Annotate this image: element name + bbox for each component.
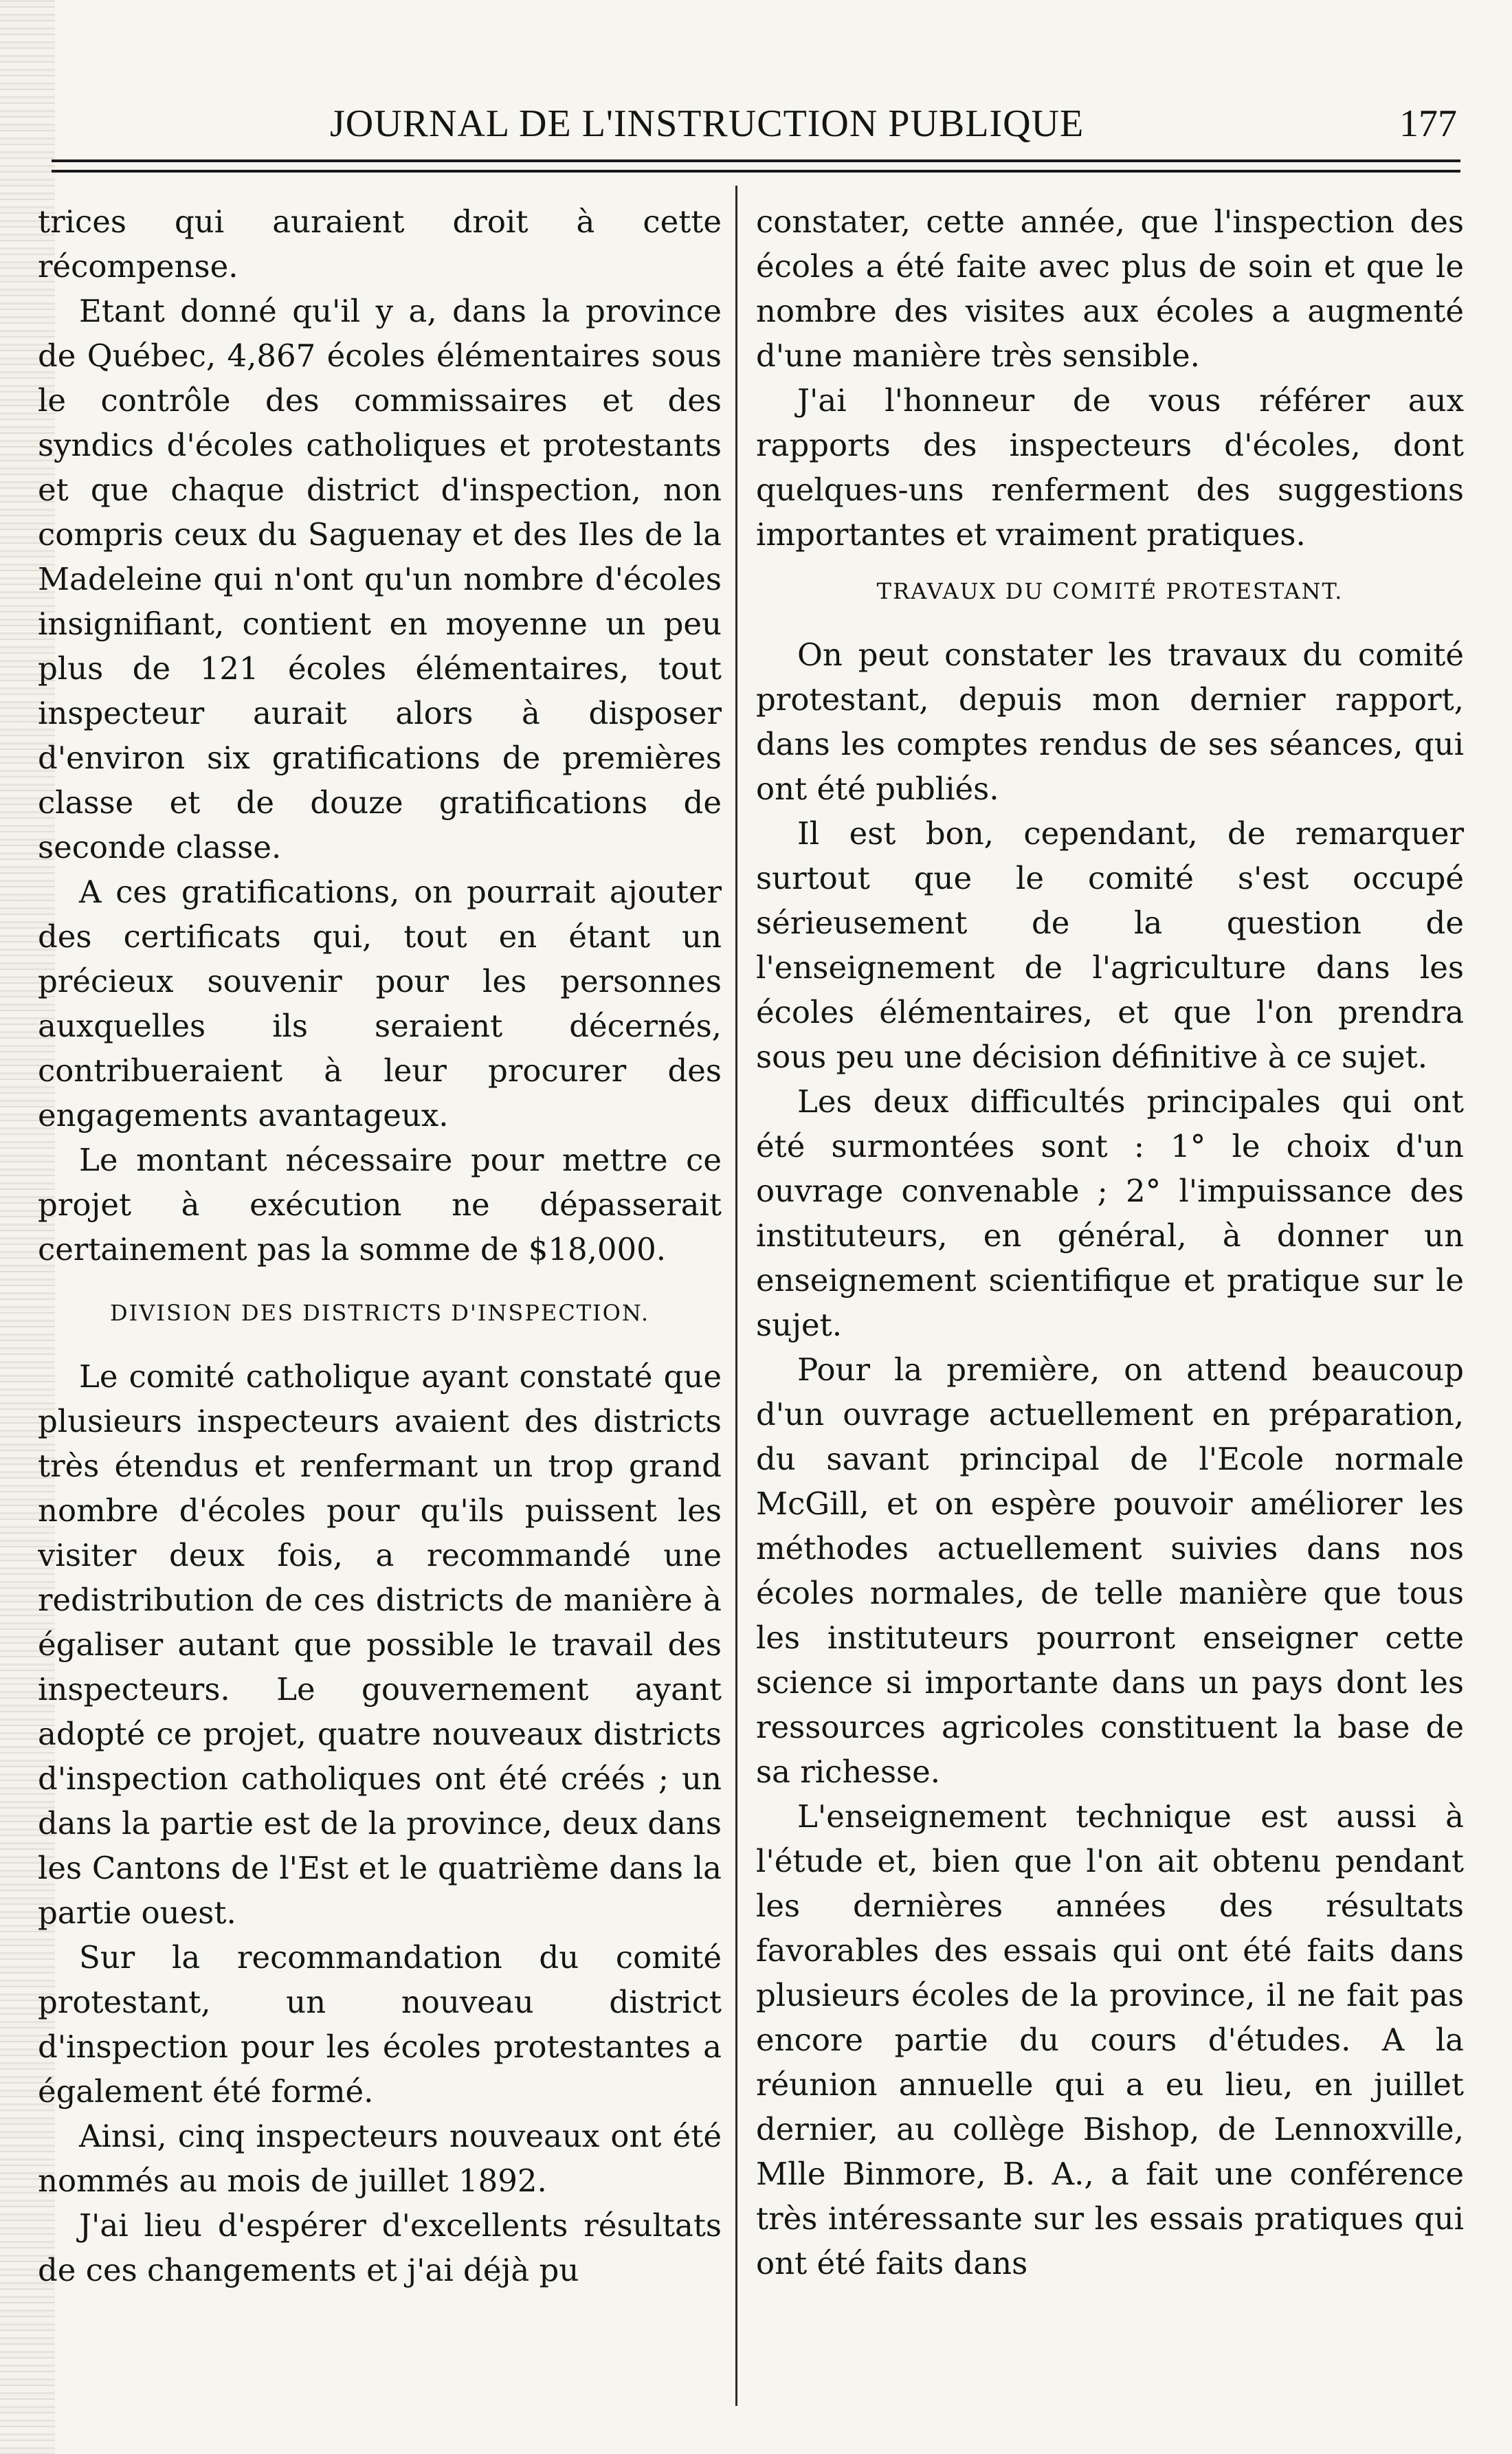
- paragraph: Les deux difficultés principales qui ont été surmontées sont : 1° le choix d'un ouvrage convenable ; 2° l'impuissance des instituteurs, en général, à donner un enseignement scientifique et pratique sur le sujet.: [756, 1083, 1464, 1343]
- paragraph: J'ai l'honneur de vous référer aux rapports des inspecteurs d'écoles, dont quelques-uns renferment des suggestions importantes et vraiment pratiques.: [756, 382, 1464, 553]
- left-column: [38, 199, 722, 2420]
- paragraph: A ces gratifications, on pourrait ajouter des certificats qui, tout en étant un précieux souvenir pour les personnes auxquelles ils seraient décernés, contribueraient à leur procurer des engagements avantageux.: [38, 874, 722, 1134]
- column-divider: [735, 186, 737, 2406]
- paragraph: Sur la recommandation du comité protestant, un nouveau district d'inspection pour les écoles protestantes a également été formé.: [38, 1939, 722, 2110]
- journal-title: JOURNAL DE L'INSTRUCTION PUBLIQUE: [330, 102, 1085, 145]
- section-heading-travaux-comite: TRAVAUX DU COMITÉ PROTESTANT.: [876, 578, 1344, 604]
- section-heading-division-districts: DIVISION DES DISTRICTS D'INSPECTION.: [109, 1300, 650, 1326]
- running-header: [0, 96, 1512, 151]
- right-column: [756, 199, 1464, 2420]
- paragraph: constater, cette année, que l'inspection des écoles a été faite avec plus de soin et que le nombre des visites aux écoles a augmenté d'une manière très sensible.: [756, 203, 1464, 374]
- paragraph: Ainsi, cinq inspecteurs nouveaux ont été nommés au mois de juillet 1892.: [38, 2118, 722, 2199]
- paragraph: Pour la première, on attend beaucoup d'un ouvrage actuellement en préparation, du savant principal de l'Ecole normale McGill, et on espère pouvoir améliorer les méthodes actuellement suivies dans nos écoles normales, de telle manière que tous les instituteurs pourront enseigner cette science si importante dans un pays dont les ressources agricoles constituent la base de sa richesse.: [756, 1351, 1464, 1790]
- paragraph: J'ai lieu d'espérer d'excellents résultats de ces changements et j'ai déjà pu: [38, 2207, 722, 2288]
- paragraph: L'enseignement technique est aussi à l'étude et, bien que l'on ait obtenu pendant les dernières années des résultats favorables des essais qui ont été faits dans plusieurs écoles de la province, il ne fait pas encore partie du cours d'études. A la réunion annuelle qui a eu lieu, en juillet dernier, au collège Bishop, de Lennoxville, Mlle Binmore, B. A., a fait une conférence très intéressante sur les essais pratiques qui ont été faits dans: [756, 1798, 1464, 2281]
- paragraph: Etant donné qu'il y a, dans la province de Québec, 4,867 écoles élémentaires sous le contrôle des commissaires et des syndics d'écoles catholiques et protestants et que chaque district d'inspection, non compris ceux du Saguenay et des Iles de la Madeleine qui n'ont qu'un nombre d'écoles insignifiant, contient en moyenne un peu plus de 121 écoles élémentaires, tout inspecteur aurait alors à disposer d'environ six gratifications de premières classe et de douze gratifications de seconde classe.: [38, 293, 722, 865]
- page-number: 177: [1399, 102, 1457, 145]
- header-rule-bottom: [52, 170, 1460, 173]
- paragraph: Le comité catholique ayant constaté que plusieurs inspecteurs avaient des districts très étendus et renfermant un trop grand nombre d'écoles pour qu'ils puissent les visiter deux fois, a recommandé une redistribution de ces districts de manière à égaliser autant que possible le travail des inspecteurs. Le gouvernement ayant adopté ce projet, quatre nouveaux districts d'inspection catholiques ont été créés ; un dans la partie est de la province, deux dans les Cantons de l'Est et le quatrième dans la partie ouest.: [38, 1358, 722, 1931]
- paragraph: On peut constater les travaux du comité protestant, depuis mon dernier rapport, dans les comptes rendus de ses séances, qui ont été publiés.: [756, 637, 1464, 807]
- paragraph: trices qui auraient droit à cette récompense.: [38, 203, 722, 285]
- paragraph: Il est bon, cependant, de remarquer surtout que le comité s'est occupé sérieusement de la question de l'enseignement de l'agriculture dans les écoles élémentaires, et que l'on prendra sous peu une décision définitive à ce sujet.: [756, 815, 1464, 1075]
- header-rule-top: [52, 159, 1460, 162]
- paragraph: Le montant nécessaire pour mettre ce projet à exécution ne dépasserait certainement pas la somme de $18,000.: [38, 1142, 722, 1268]
